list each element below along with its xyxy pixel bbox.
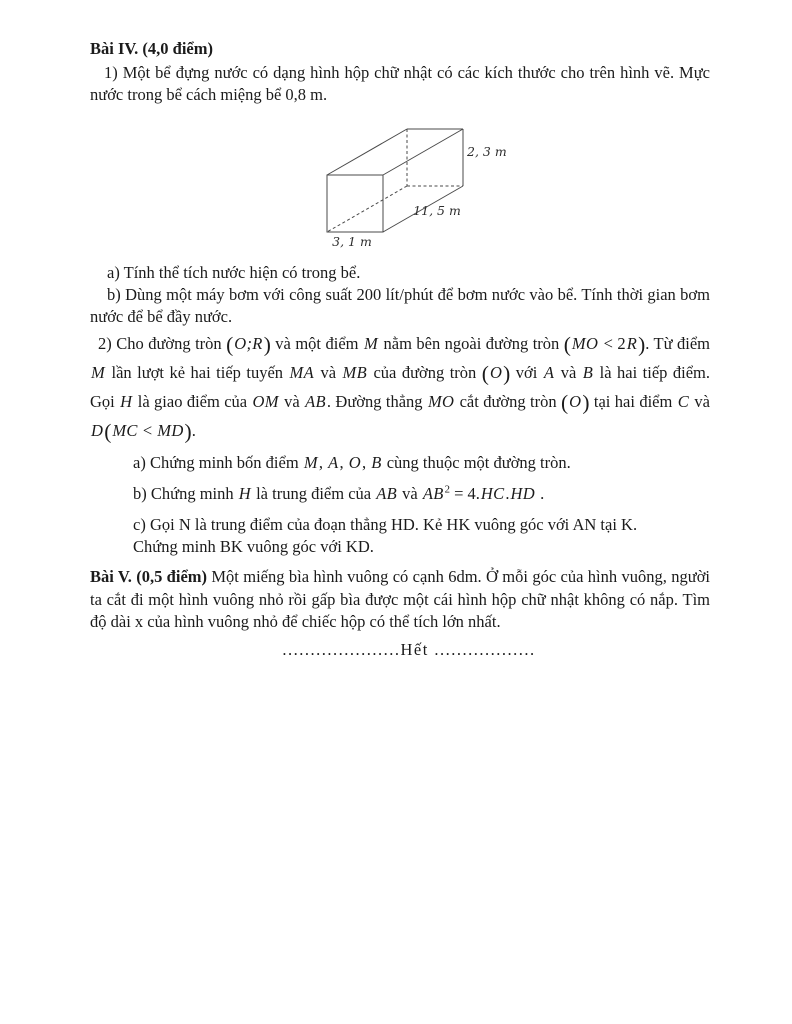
- problem2-item-c-line2: Chứng minh BK vuông góc với KD.: [133, 537, 374, 557]
- problem2-item-a: a) Chứng minh bốn điểm M, A, O, B cùng thuộc một đường tròn.: [133, 453, 571, 473]
- problem1-figure: [300, 118, 550, 258]
- section-iv-heading: Bài IV. (4,0 điểm): [90, 39, 213, 58]
- section-v-paragraph: [90, 566, 710, 634]
- problem1-intro: 1) Một bể đựng nước có dạng hình hộp chữ nhật có các kích thước cho trên hình vẽ. Mực nước trong bể cách miệng bể 0,8 m.: [90, 63, 710, 104]
- problem2-intro: 2) Cho đường tròn (O;R) và một điểm M nằm bên ngoài đường tròn (MO < 2R). Từ điểm M lần lượt kẻ hai tiếp tuyến MA và MB của đường tròn (O) với A và B là hai tiếp điểm. Gọi H là giao điểm của OM và AB. Đường thẳng MO cắt đường tròn (O) tại hai điểm C và D(MC < MD).: [90, 332, 711, 444]
- problem1-item-a: a) Tính thể tích nước hiện có trong bể.: [107, 263, 361, 282]
- section-v-heading: Bài V. (0,5 điểm): [90, 567, 208, 587]
- problem2-items: [90, 452, 710, 558]
- dimension-width-label: 3, 1 m: [332, 234, 372, 249]
- cuboid-figure: [300, 118, 550, 258]
- end-of-exam-marker: .....................Hết ..................: [282, 639, 536, 659]
- section-v-body: Một miếng bìa hình vuông có cạnh 6dm. Ở mỗi góc của hình vuông, người ta cắt đi một hình vuông nhỏ rồi gấp bìa được một cái hình hộp chữ nhật không có nắp. Tìm độ dài x của hình vuông nhỏ để chiếc hộp có thể tích lớn nhất.: [90, 567, 711, 632]
- dimension-height-label: 2, 3 m: [467, 144, 507, 159]
- problem2-item-b: b) Chứng minh H là trung điểm của AB và $AB^2 = 4.HC.HD$ .: [133, 483, 545, 504]
- problem1-item-b: b) Dùng một máy bơm với công suất 200 lít/phút để bơm nước vào bể. Tính thời gian bơm nước để bể đầy nước.: [90, 285, 710, 326]
- document-content: [90, 38, 710, 677]
- dimension-length-label: 11, 5 m: [413, 203, 461, 218]
- problem2-item-c-line1: c) Gọi N là trung điểm của đoạn thẳng HD. Kẻ HK vuông góc với AN tại K.: [133, 515, 638, 535]
